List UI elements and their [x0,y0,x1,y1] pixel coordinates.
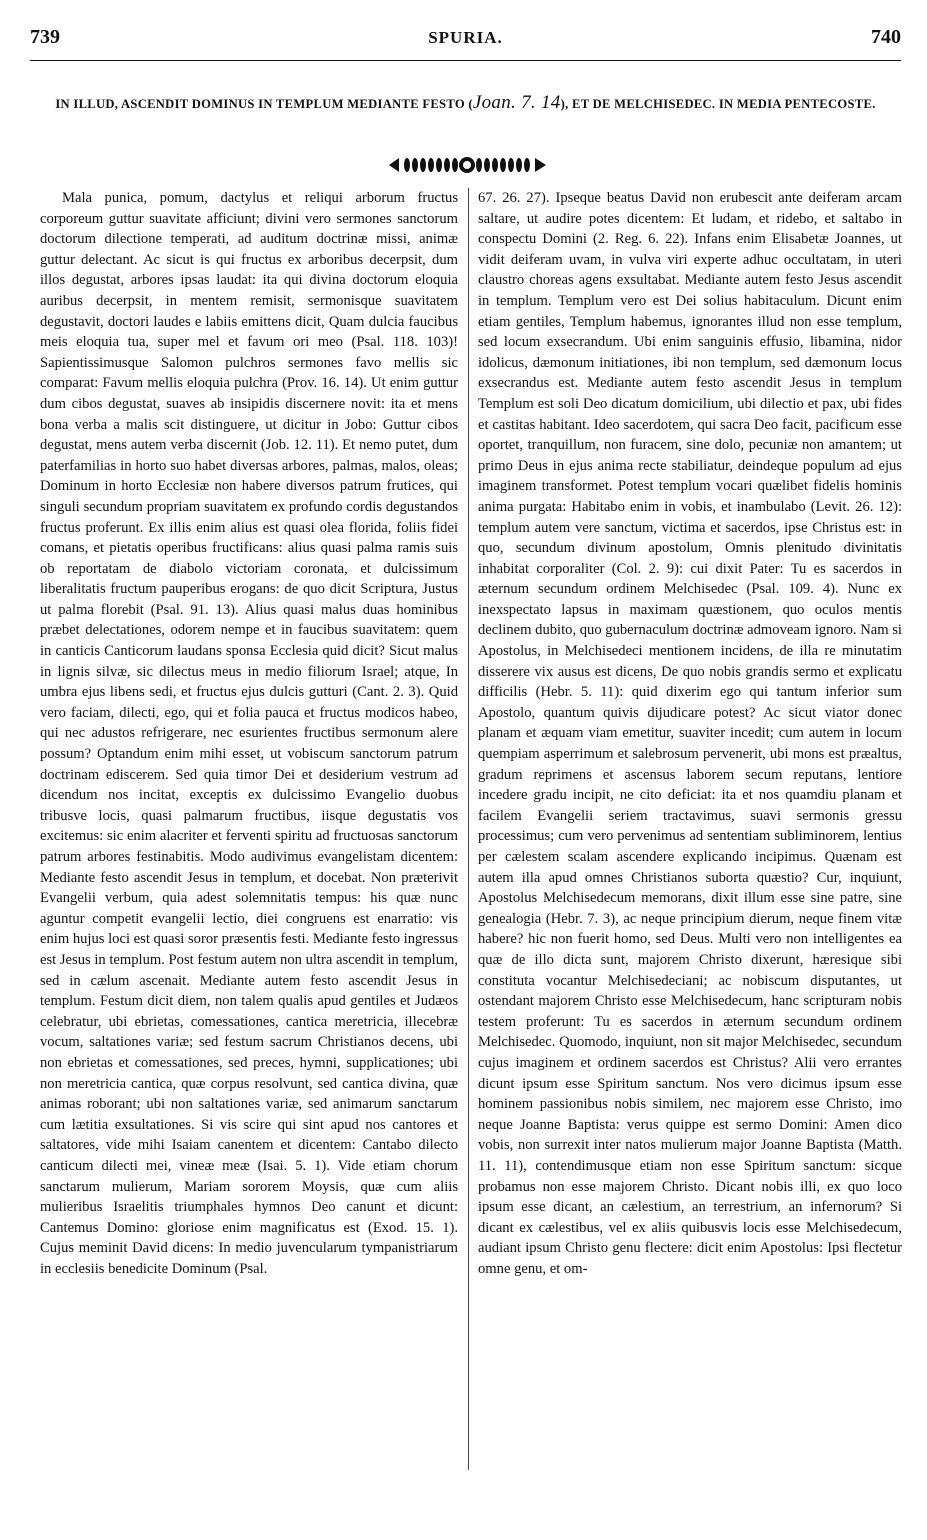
section-title-part2: ), ET DE MELCHISEDEC. IN MEDIA PENTECOSTE. [560,97,876,111]
section-title-reference: Joan. 7. 14 [472,92,561,113]
text-column-left: Mala punica, pomum, dactylus et reliqui arborum fructus corporeum guttur suavitate afficiunt; divini vero sermones sanctorum doctorum dilectione temperati, ad auditum doctrinæ missi, animæ guttur delectant. Ac sicut is qui fructus ex arboribus decerpsit, dum illos degustat, arbores ipsas laudat: ita qui divina doctorum eloquia auribus decerpsit, in mentem remisit, sermonisque suavitatem degustavit, doctori laudes e labiis emittens dicit, Quam dulcia faucibus meis eloquia tua, super mel et favum ori meo (Psal. 118. 103)! Sapientissimusque Salomon pulchros sermones favo mellis sic comparat: Favum mellis eloquia pulchra (Prov. 16. 14). Ut enim guttur dum cibos degustat, suaves ab insipidis discernere novit: ita et mens bona verba a malis scit distinguere, ut dicitur in Jobo: Guttur cibos degustat, mens autem verba discernit (Job. 12. 11). Et nemo putet, dum paterfamilias in horto suo habet diversas arbores, palmas, malos, oleas; Dominum in horto Ecclesiæ non habere diversos patrum frutices, qui singuli secundum propriam suavitatem ex profundo cordis degustandos fructus proferunt. Ex illis enim alius est quasi olea florida, foliis fidei comans, et pietatis operibus fructificans: alius quasi palma ramis suis ob reportatam de diabolo victoriam coronata, et dulcissimum liberalitatis fructum pauperibus erogans: de quo dicit Scriptura, Justus ut palma florebit (Psal. 91. 13). Alius quasi malus duas hominibus præbet delectationes, odorem nempe et in faucibus suavitatem: quem in canticis Canticorum laudans sponsa Ecclesia quid dicit? Sicut malus in lignis silvæ, sic dilectus meus in medio filiorum Israel; atque, In umbra ejus libens sedi, et fructus ejus dulcis gutturi (Cant. 2. 3). Quid vero faciam, dilecti, ego, qui et folia pauca et fructus modicos habeo, qui nec adustos refrigerare, nec esurientes fructibus sermonum alere possum? Optandum enim mihi esset, ut vobiscum sanctorum patrum doctrinam ediscerem. Sed quia timor Dei et desiderium vestrum ad dicendum nos incitat, exceptis ex dulcissimo Evangelio duobus tribusve locis, quasi palmarum fructibus, iisque degustatis vos excitemus: sic enim alacriter et ferventi spiritu ad fructuosas sanctorum patrum arbores festinabitis. Modo audivimus evangelistam dicentem: Mediante festo ascendit Jesus in templum, et docebat. Non præterivit Evangelii verbum, quia adest solemnitatis tempus: his quæ nunc aguntur competit evangelii lectio, diei congruens est enarratio: vis enim hujus loci est quasi soror præsentis festi. Mediante festo ingressus est Jesus in templum. Post festum autem non ultra ascendit in templum, sed in cælum ascenait. Mediante autem festo ascendit Jesus in templum. Festum dicit diem, non talem qualis apud gentiles et Judæos celebratur, ubi ebrietas, comessationes, cantica meretricia, illecebræ vocum, saltationes variæ; sed festum sacrum Christianos decens, ubi non ebrietas et comessationes, sed preces, hymni, supplicationes; ubi non meretricia cantica, quæ corpus resolvunt, sed cantica divina, quæ animas roborant; ubi non saltationes variæ, sed animarum sanctarum cum lætitia exsultationes. Si vis scire qui sint apud nos cantores et saltatores, vide mihi Isaiam canentem et dicentem: Cantabo dilecto canticum dilecti mei, vineæ meæ (Isai. 5. 1). Vide etiam chorum sanctarum mulierum, Mariam sororem Moysis, quæ cum aliis mulieribus Israelitis triumphales hymnos Deo canunt et dicunt: Cantemus Domino: gloriose enim magnificatus est (Exod. 15. 1). Cujus meminit David dicens: In medio juvencularum tympanistriarum in ecclesiis benedicite Dominum (Psal. [40,190,458,1277]
running-title: SPURIA. [428,28,503,47]
header-rule [30,60,901,61]
section-title [30,86,901,121]
ornament-icon [385,154,550,176]
column-divider [468,188,469,1470]
text-column-right: 67. 26. 27). Ipseque beatus David non erubescit ante deiferam arcam saltare, ut audire potes dicentem: Et ludam, et ridebo, et saltabo in conspectu Domini (2. Reg. 6. 22). Infans enim Elisabetæ Joannes, ut vidit deiferam uvam, in vulva viri experte adhuc occultatam, in uteri claustro choreas agens exsultabat. Mediante autem festo Jesus ascendit in templum. Templum vero est Dei solius habitaculum. Dicunt enim etiam gentiles, Templum habemus, ignorantes illud non esse templum, sed locum exsecrandum. Ubi enim sanguinis effusio, libamina, nidor idolicus, dæmonum initiationes, ibi non templum, sed dæmonum locus exsecrandus est. Mediante autem festo ascendit Jesus in templum Templum est soli Deo dicatum domicilium, ubi dilectio et pax, ubi fides et castitas habitant. Ideo sacerdotem, qui sacra Deo facit, pacificum esse oportet, tranquillum, non furacem, sine dolo, pecuniæ non amantem; ut primo Deus in ejus anima recte stabiliatur, deindeque populum ad ejus imaginem transformet. Potest templum vocari quælibet fidelis hominis anima purgata: Habitabo enim in vobis, et inambulabo (Levit. 26. 12): templum autem vere sanctum, victima et sacerdos, ipse Christus est: in quo, secundum divinum apostolum, Omnis plenitudo divinitatis inhabitat corporaliter (Col. 2. 9): cui dixit Pater: Tu es sacerdos in æternum secundum ordinem Melchisedec (Psal. 109. 4). Nunc ex inexspectato lapsus in maximam quæstionem, quo oculos mentis declinem dubito, quo gubernaculum doctrinæ admoveam ignoro. Nam si Apostolus, in Melchisedeci mentionem incidens, de illa re minutatim disserere vix ausus est dicens, De quo nobis grandis sermo et explicatu difficilis (Hebr. 5. 11): quid dixerim ego qui tantum inferior sum Apostolo, quantum quivis dijudicare potest? Ac sicut viator donec planam et æquam viam emetitur, suaviter incedit; cum autem in locum quempiam asperrimum et salebrosum pervenerit, ubi mons est præaltus, gradum reprimens et ascensus laborem secum reputans, lentiore incedere gradu incipit, ne cito deficiat: ita et nos quamdiu planam et facilem Evangelii seriem tractavimus, suavi sermonis gressu processimus; cum vero pervenimus ad sententiam subliminorem, lentius per cælestem scalam ascendere explicando incipimus. Quænam est autem illa apud omnes Christianos suborta quæstio? Cur, inquiunt, Apostolus Melchisedecum memorans, dixit illum esse sine patre, sine genealogia (Hebr. 7. 3), ac neque principium dierum, neque finem vitæ habere? hic non fuerit homo, sed Deus. Multi vero non intelligentes ea quæ de illo dicta sunt, majorem Christo dixerunt, hæresique sibi constituta vocantur Melchisedeciani; ac nobiscum disputantes, ut ostendant majorem Christo esse Melchisedecum, hanc scripturam nobis testem proferunt: Tu es sacerdos in æternum secundum ordinem Melchisedec. Quomodo, inquiunt, non sit major Melchisedec, secundum cujus imaginem et ordinem sacerdos est Christus? Alii vero errantes dicunt ipsum esse Spiritum sanctum. Nos vero dicimus ipsum esse hominem passionibus nobis similem, nec majorem esse Christo, imo neque Joanne Baptista: verus quippe est sermo Domini: Amen dico vobis, non surrexit inter natos mulierum major Joanne Baptista (Matth. 11. 11), contendimusque etiam non esse Spiritum sanctum: sicque probamus non esse majorem Christo. Dicant nobis illi, ex quo loco ipsum esse dicant, an cælestium, an terrestrium, an infernorum? Si dicant ex cælestibus, vel ex aliis quibusvis locis esse Melchisedecum, audiant ipsum Christo genu flectere: dicit enim Apostolus: Ipsi flectetur omne genu, et om- [478,190,902,1277]
page-number-right: 740 [871,26,901,48]
running-header [30,26,901,52]
page-number-left: 739 [30,26,60,48]
section-title-part1: IN ILLUD, ASCENDIT DOMINUS IN TEMPLUM MEDIANTE FESTO ( [55,97,473,111]
